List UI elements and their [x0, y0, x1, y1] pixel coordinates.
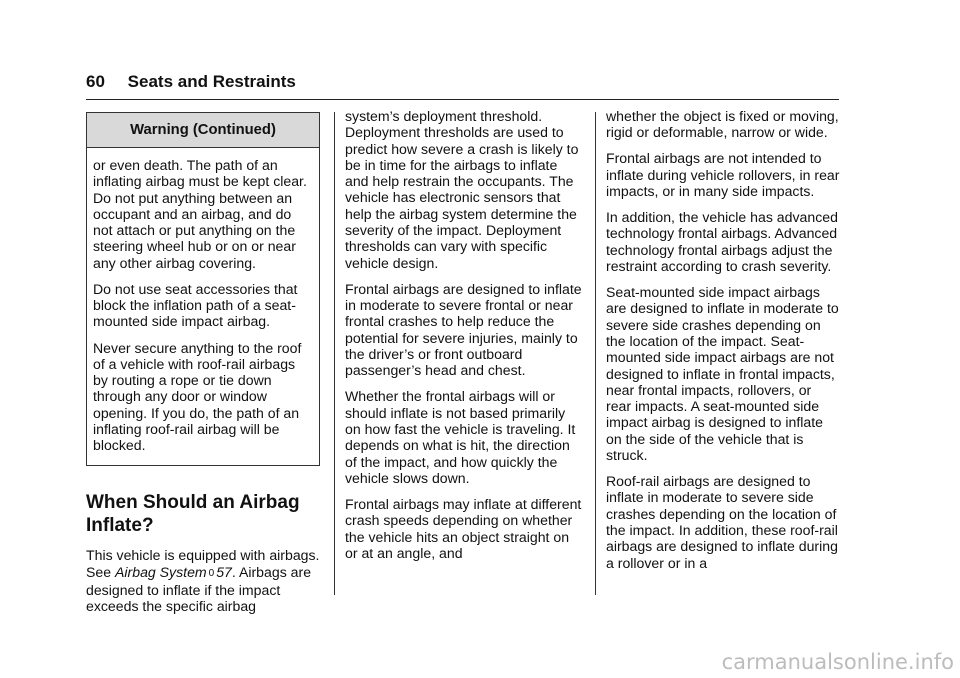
body-paragraph: Seat-mounted side impact airbags are designed to inflate in moderate to severe side crashes depending on the location of the impact. Seat-mounted side impact airbags are not designed to inflate in frontal impacts, near frontal impacts, rollovers, or rear impacts. A seat-mounted side impact airbag is designed to inflate on the side of the vehicle that is struck. [606, 284, 839, 464]
column-divider-2 [595, 112, 596, 595]
reference-page-number[interactable]: 57 [216, 563, 232, 580]
body-paragraph: Whether the frontal airbags will or should inflate is not based primarily on how fast the vehicle is traveling. It depends on what is hit, the direction of the impact, and how quickly the vehicle slows down. [345, 388, 576, 486]
intro-text-continued: . Airbags are designed to inflate if the impact exceeds the specific airbag [86, 563, 312, 615]
body-paragraph: Frontal airbags may inflate at different crash speeds depending on whether the vehicle hits an object straight on or at an angle, and [345, 495, 582, 561]
body-paragraph: Frontal airbags are designed to inflate in moderate to severe frontal or near frontal crashes to help reduce the potential for severe injuries, mainly to the driver’s or front outboard passenger’s head and chest. [345, 280, 582, 379]
body-paragraph: In addition, the vehicle has advanced technology frontal airbags. Advanced technology frontal airbags adjust the restraint according to crash severity. [606, 209, 838, 274]
body-paragraph: whether the object is fixed or moving, rigid or deformable, narrow or wide. [606, 108, 839, 141]
warning-paragraph: Do not use seat accessories that block the inflation path of a seat-mounted side impact airbag. [93, 280, 298, 330]
watermark: carmanualsonline.info [721, 650, 954, 674]
body-paragraph: Roof-rail airbags are designed to inflate in moderate to severe side crashes depending on the location of the impact. In addition, these roof-rail airbags are designed to inflate during a rollover or in a [606, 473, 838, 571]
column-2 [345, 108, 583, 571]
warning-paragraph: or even death. The path of an inflating airbag must be kept clear. Do not put anything between an occupant and an airbag, and do not attach or put anything on the steering wheel hub or on or near any other airbag covering. [93, 157, 307, 271]
page-reference-arrow-icon: 0 [208, 567, 215, 579]
column-1 [86, 112, 320, 624]
intro-text: This vehicle is equipped with airbags. See [86, 547, 320, 580]
page-number: 60 [86, 72, 105, 91]
warning-body [87, 148, 319, 465]
section-title: Seats and Restraints [127, 72, 296, 91]
body-paragraph: Frontal airbags are not intended to inflate during vehicle rollovers, in rear impacts, or in many side impacts. [606, 150, 840, 199]
warning-paragraph: Never secure anything to the roof of a vehicle with roof-rail airbags by routing a rope or tie down through any door or window opening. If you do, the path of an inflating roof-rail airbag will be blocked. [93, 339, 302, 454]
header-rule [86, 99, 839, 100]
body-paragraph: system’s deployment threshold. Deployment thresholds are used to predict how severe a crash is likely to be in time for the airbags to inflate and help restrain the occupants. The vehicle has electronic sensors that help the airbag system determine the severity of the impact. Deployment thresholds can vary with specific vehicle design. [345, 108, 579, 271]
column-divider-1 [334, 112, 335, 595]
warning-title: Warning (Continued) [87, 113, 319, 148]
airbag-system-link[interactable]: Airbag System [115, 563, 207, 580]
column-3 [606, 108, 840, 581]
page-header [86, 72, 296, 92]
section-heading: When Should an Airbag Inflate? [86, 492, 300, 537]
section-intro [86, 547, 320, 614]
warning-box [86, 112, 320, 466]
